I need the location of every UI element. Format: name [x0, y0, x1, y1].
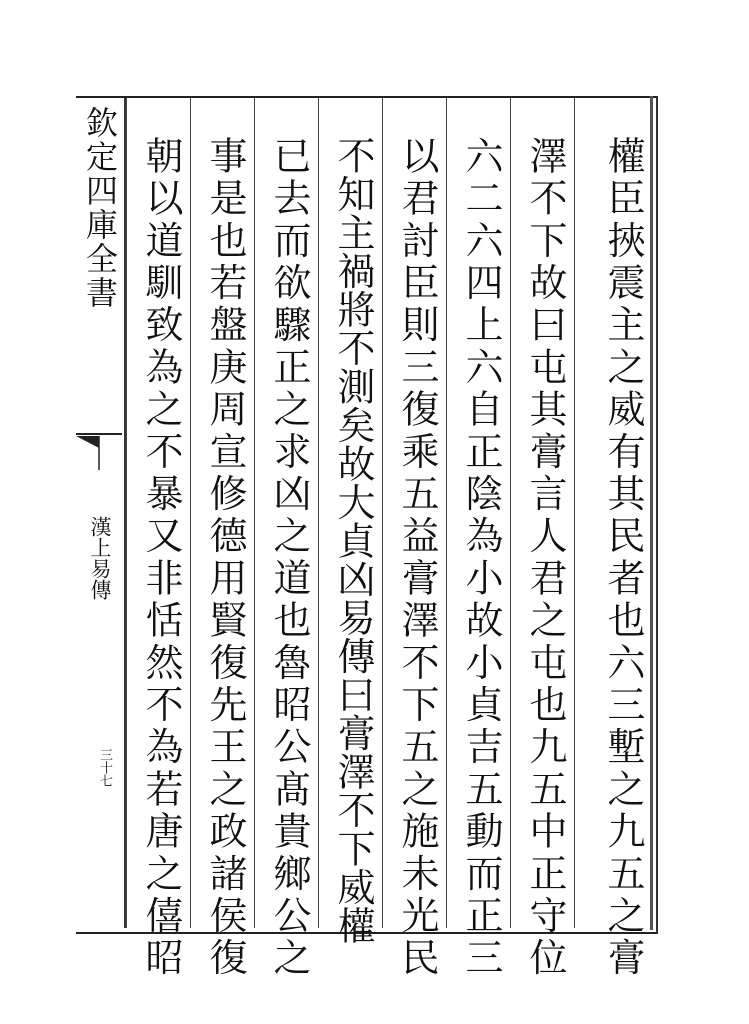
- column-text: 朝以道馴致為之不暴又非恬然不為若唐之僖昭: [139, 136, 183, 980]
- section-title: 漢上易傳: [88, 516, 112, 600]
- column-text: 六二六四上六自正陰為小故小貞吉五動而正三: [459, 136, 503, 980]
- book-title: 欽定四庫全書: [81, 106, 119, 310]
- text-column-3: [446, 98, 511, 980]
- text-column-6: [254, 98, 319, 980]
- column-text: 權臣挾震主之威有其民者也六三塹之九五之膏: [601, 136, 645, 980]
- text-column-4: [382, 98, 447, 980]
- column-text: 不知主禍將不測矣故大貞凶易傳曰膏澤不下威權: [331, 136, 375, 945]
- text-column-7: [190, 98, 255, 980]
- column-text: 事是也若盤庚周宣修德用賢復先王之政諸侯復: [203, 136, 247, 980]
- text-column-1: [574, 98, 653, 980]
- margin-column: [76, 98, 126, 928]
- column-text: 已去而欲驟正之求凶之道也魯昭公髙貴鄉公之: [267, 136, 311, 980]
- page-number: 三十七: [97, 748, 112, 787]
- column-text: 澤不下故曰屯其膏言人君之屯也九五中正守位: [523, 136, 567, 980]
- text-column-8: [126, 98, 191, 980]
- text-column-2: [510, 98, 575, 980]
- column-text: 以君討臣則三復乘五益膏澤不下五之施未光民: [395, 136, 439, 980]
- fishtail-mark-icon: [76, 432, 122, 472]
- text-column-5: [318, 98, 383, 945]
